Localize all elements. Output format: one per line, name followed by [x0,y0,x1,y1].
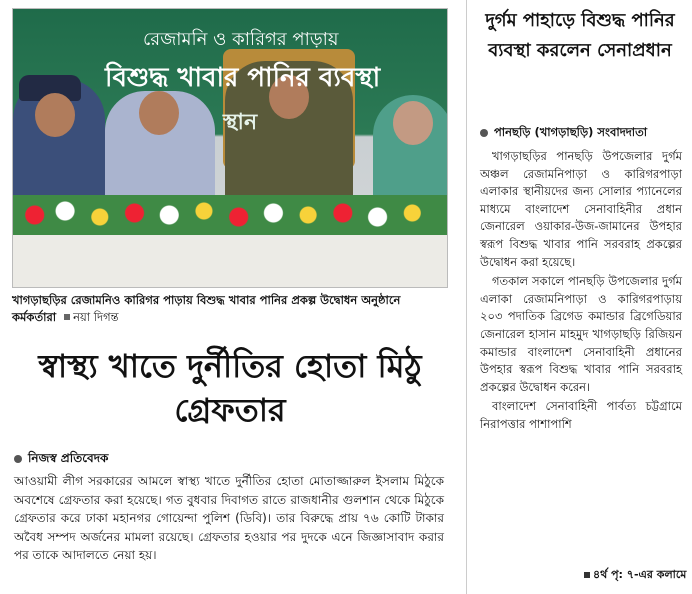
article1-headline: দুর্গম পাহাড়ে বিশুদ্ধ পানির ব্যবস্থা করলেন সেনাপ্রধান [485,10,675,61]
article2-headline: স্বাস্থ্য খাতে দুর্নীতির হোতা মিঠু গ্রেফতার [38,347,422,429]
news-photo [12,8,448,288]
person-civilian-man [105,91,215,211]
article1-dateline [480,124,685,143]
bullet-dot-icon [14,455,22,463]
reporter-name: নিজস্ব প্রতিবেদক [28,451,109,465]
article1-body [480,148,682,436]
banner-text-line1: রেজামনি ও কারিগর পাড়ায় [143,29,339,50]
person-woman [373,95,448,211]
square-bullet-icon [64,314,70,320]
article1-paragraph: বাংলাদেশ সেনাবাহিনী পার্বত্য চট্টগ্রামে নিরাপত্তার পাশাপাশি [480,399,682,431]
article2-reporter [14,450,108,470]
square-bullet-icon [584,572,590,578]
dateline-text: পানছড়ি (খাগড়াছড়ি) সংবাদদাতা [494,125,648,139]
bullet-dot-icon [480,129,488,137]
banner-text-line2: বিশুদ্ধ খাবার পানির ব্যবস্থা [105,63,381,93]
photo-caption [12,292,448,326]
caption-text: খাগড়াছড়ির রেজামনিও কারিগর পাড়ায় বিশুদ্ধ খাবার পানির প্রকল্প উদ্বোধন অনুষ্ঠানে কর্মকর্তারা [12,293,401,324]
continued-on-link[interactable] [584,566,686,585]
flower-decoration [13,195,447,235]
person-police-officer [13,79,105,209]
article1-paragraph: গতকাল সকালে পানছড়ি উপজেলার দুর্গম এলাকা রেজামনিপাড়া ও কারিগরপাড়ায় ২০৩ পদাতিক ব্রিগেড কমান্ডার ব্রিগেডিয়ার জেনারেল হাসান মাহমুদ খাগড়াছড়ি রিজিয়ন কমান্ডার বাংলাদেশ সেনাবাহিনী প্রধানের উপহার স্বরূপ বিশুদ্ধ খাবার পানি সরবরাহ প্রকল্পের উদ্বোধন করেন। [480,274,682,394]
continued-on-text: ৪র্থ পৃ: ৭-এর কলামে [593,568,687,581]
article2-body: আওয়ামী লীগ সরকারের আমলে স্বাস্থ্য খাতে দুর্নীতির হোতা মোতাজ্জারুল ইসলাম মিঠুকে অবশেষে গ্রেফতার করা হয়েছে। গত বুধবার দিবাগত রাতে রাজধানীর গুলশান থেকে মিঠুকে গ্রেফতার করে ঢাকা মহানগর গোয়েন্দা পুলিশ (ডিবি)। তার বিরুদ্ধে প্রায় ৭৬ কোটি টাকার অবৈধ সম্পদ অর্জনের মামলা রয়েছে। গ্রেফতার হওয়ার পর দুদকে এনে জিজ্ঞাসাবাদ করার পর তাকে আদালতে নেয়া হয়। [14,474,444,562]
column-divider [466,0,467,594]
photo-credit: নয়া দিগন্ত [73,310,119,324]
banner-text-line3: স্থান [223,110,258,135]
article1-paragraph: খাগড়াছড়ির পানছড়ি উপজেলার দুর্গম অঞ্চল রেজামনিপাড়া ও কারিগরপাড়া এলাকার স্থানীয়দের জন্য সোলার প্যানেলের মাধ্যমে বাংলাদেশ সেনাবাহিনীর প্রধান জেনারেল ওয়াকার-উজ-জামানের উপহার স্বরূপ বিশুদ্ধ খাবার পানি সরবরাহ প্রকল্পের উদ্বোধন করা হয়েছে। [480,149,682,269]
